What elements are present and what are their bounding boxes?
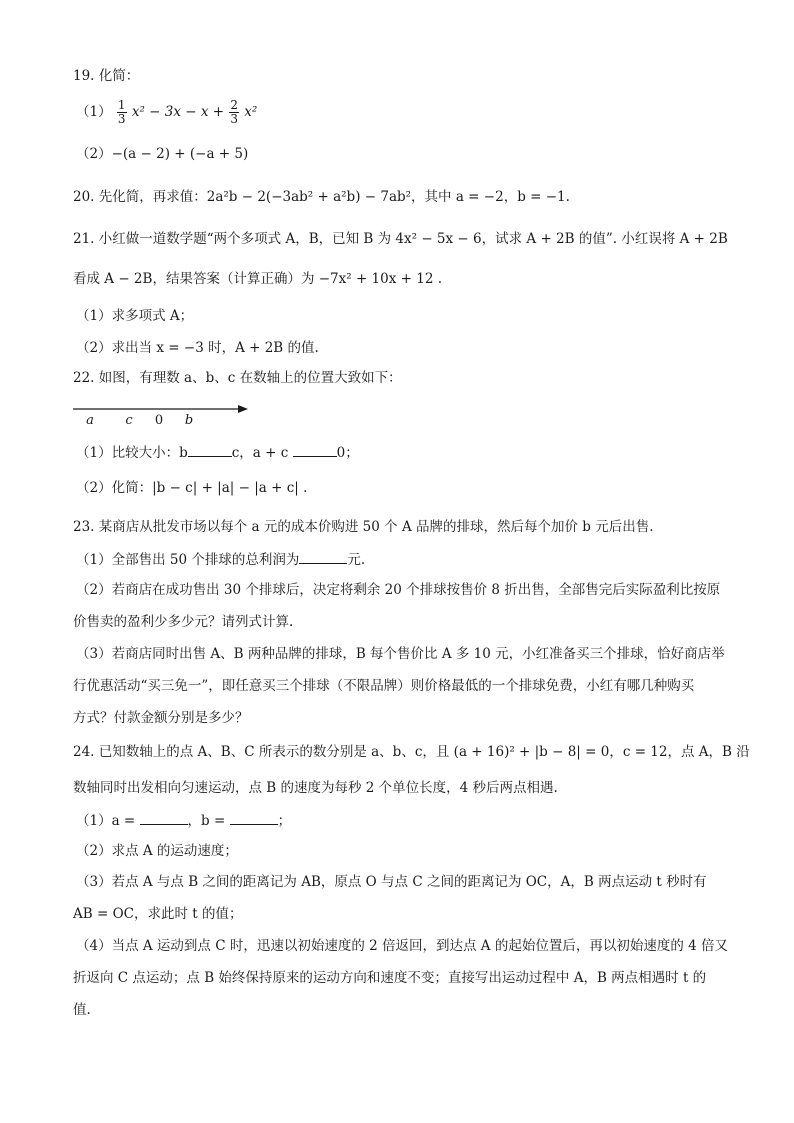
q21-part2: （2）求出当 x = −3 时，A + 2B 的值. xyxy=(76,340,319,356)
q23-title: 23. 某商店从批发市场以每个 a 元的成本价购进 50 个 A 品牌的排球，然后每个加价 b 元后出售. xyxy=(73,519,654,535)
number-line-label-b: b xyxy=(184,413,194,428)
q22-part2: （2）化简：|b − c| + |a| − |a + c| . xyxy=(76,480,308,496)
answer-blank[interactable] xyxy=(140,810,188,825)
q24-part3-line2: AB = OC，求此时 t 的值； xyxy=(73,906,243,922)
q24-line2: 数轴同时出发相向匀速运动，点 B 的速度为每秒 2 个单位长度，4 秒后两点相遇. xyxy=(73,780,558,796)
q19-fraction-1-num: 1 xyxy=(117,98,126,112)
q19-fraction-1 xyxy=(117,99,127,126)
q23-part3-line3: 方式？付款金额分别是多少？ xyxy=(73,710,249,726)
q23-part1-suffix: 元. xyxy=(347,552,366,568)
q21-line1: 21. 小红做一道数学题“两个多项式 A，B，已知 B 为 4x² − 5x − 6，试求 A + 2B 的值”. 小红误将 A + 2B xyxy=(73,231,728,247)
q21-line2: 看成 A − 2B，结果答案（计算正确）为 −7x² + 10x + 12 . xyxy=(73,271,443,287)
q23-part2-line1: （2）若商店在成功售出 30 个排球后，决定将剩余 20 个排球按售价 8 折出售，全部售完后实际盈利比按原 xyxy=(76,582,721,598)
q20-text: 20. 先化简，再求值：2a²b − 2(−3ab² + a²b) − 7ab²，其中 a = −2，b = −1. xyxy=(73,189,570,205)
q22-part1-suffix: 0； xyxy=(336,445,359,461)
answer-blank[interactable] xyxy=(299,549,347,564)
q24-line1: 24. 已知数轴上的点 A、B、C 所表示的数分别是 a、b、c，且 (a + 16)² + |b − 8| = 0，c = 12，点 A，B 沿 xyxy=(73,744,750,760)
q19-fraction-2-num: 2 xyxy=(230,98,238,112)
q22-title: 22. 如图，有理数 a、b、c 在数轴上的位置大致如下： xyxy=(73,370,402,386)
q23-part1-prefix: （1）全部售出 50 个排球的总利润为 xyxy=(76,552,300,568)
q22-part1 xyxy=(76,442,359,463)
q19-part1 xyxy=(76,99,257,126)
q24-part1-a: （1）a = xyxy=(76,813,136,829)
number-line-label-c: c xyxy=(125,413,133,428)
number-line-label-a: a xyxy=(86,413,94,428)
answer-blank[interactable] xyxy=(230,810,278,825)
q21-part1: （1）求多项式 A； xyxy=(76,308,194,324)
q24-part3-line1: （3）若点 A 与点 B 之间的距离记为 AB，原点 O 与点 C 之间的距离记为 OC，A，B 两点运动 t 秒时有 xyxy=(76,874,707,890)
number-line-label-zero: 0 xyxy=(154,413,164,428)
q24-part1-b: ，b = xyxy=(187,813,226,829)
q19-title: 19. 化简： xyxy=(73,68,140,84)
q24-part1-c: ； xyxy=(277,813,292,829)
q19-fraction-2-den: 3 xyxy=(230,112,238,126)
q23-part2-line2: 价售卖的盈利少多少元？请列式计算. xyxy=(73,614,294,630)
q19-fraction-1-den: 3 xyxy=(117,112,126,126)
q19-part1-middle: x² − 3x − x + xyxy=(131,104,225,120)
q24-part2: （2）求点 A 的运动速度； xyxy=(76,843,238,859)
q19-fraction-2 xyxy=(229,99,239,126)
q24-part4-line2: 折返向 C 点运动；点 B 始终保持原来的运动方向和速度不变；直接写出运动过程中 A，B 两点相遇时 t 的 xyxy=(73,970,707,986)
number-line-arrow xyxy=(238,405,248,413)
q19-part2: （2）−(a − 2) + (−a + 5) xyxy=(76,146,249,162)
q24-part1 xyxy=(76,810,291,831)
q22-number-line xyxy=(70,400,260,434)
answer-blank[interactable] xyxy=(188,442,232,457)
q24-part4-line3: 值. xyxy=(73,1002,91,1018)
answer-blank[interactable] xyxy=(293,442,337,457)
q22-part1-prefix: （1）比较大小：b xyxy=(76,445,188,461)
q19-part1-end: x² xyxy=(244,104,258,120)
q23-part3-line2: 行优惠活动“买三免一”，即任意买三个排球（不限品牌）则价格最低的一个排球免费，小红有哪几种购买 xyxy=(73,678,695,694)
q19-part1-label: （1） xyxy=(76,104,112,120)
q24-part4-line1: （4）当点 A 运动到点 C 时，迅速以初始速度的 2 倍返回，到达点 A 的起始位置后，再以初始速度的 4 倍又 xyxy=(76,938,729,954)
q23-part3-line1: （3）若商店同时出售 A、B 两种品牌的排球，B 每个售价比 A 多 10 元，小红准备买三个排球，恰好商店举 xyxy=(76,646,725,662)
q23-part1 xyxy=(76,549,365,570)
q22-part1-middle: c，a + c xyxy=(231,445,289,461)
